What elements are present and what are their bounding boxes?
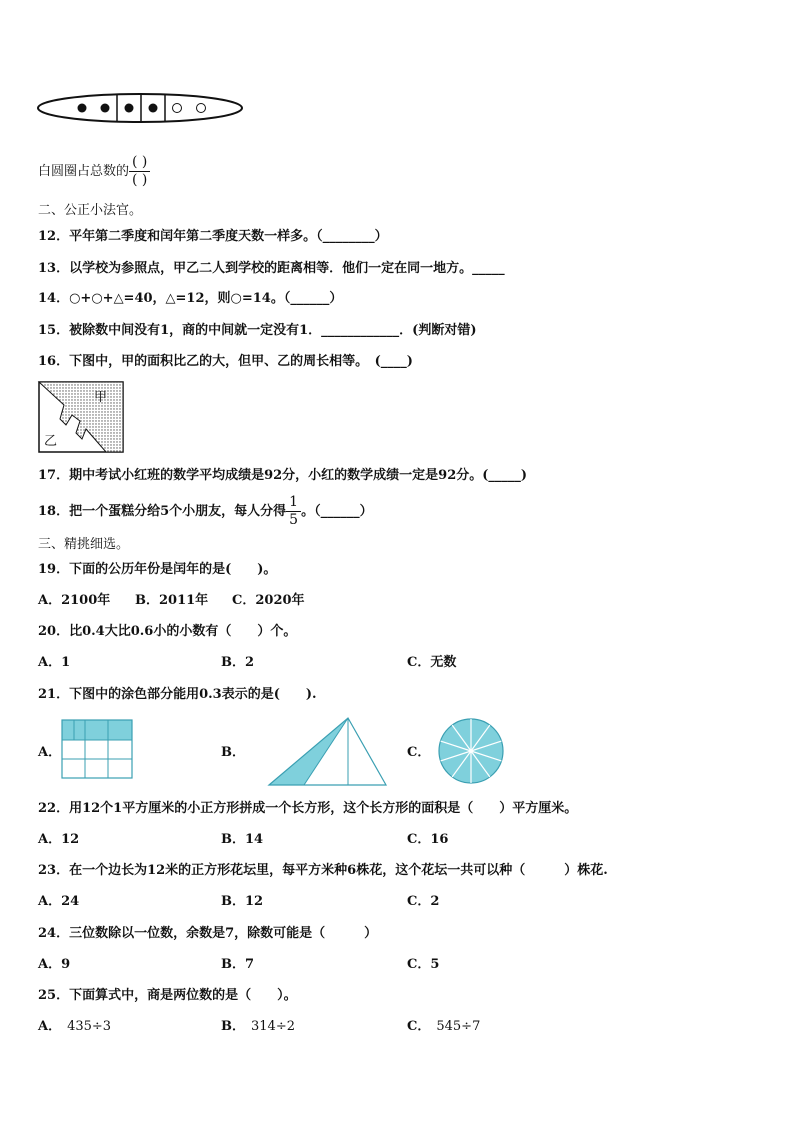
q25-b-label: B．	[221, 1019, 245, 1034]
q25-a-label: A．	[38, 1019, 62, 1034]
q25-option-a[interactable]	[38, 1018, 111, 1036]
q19-stem: 19．下面的公历年份是闰年的是( )。	[38, 562, 277, 577]
q11-frac-den: ( )	[132, 172, 148, 188]
q11-frac-num: ( )	[129, 154, 150, 172]
q21-circle-figure	[437, 717, 505, 785]
q25-c-expr: 545÷7	[436, 1019, 481, 1034]
section2-title: 二、公正小法官。	[38, 203, 143, 218]
q21-option-b[interactable]: B．	[221, 745, 245, 760]
q25-stem: 25．下面算式中，商是两位数的是（ ）。	[38, 988, 297, 1003]
q22-option-a[interactable]: A．12	[38, 832, 80, 847]
q20-option-b[interactable]: B．2	[221, 655, 255, 670]
q24-option-c[interactable]: C．5	[407, 957, 440, 972]
q16: 16．下图中，甲的面积比乙的大，但甲、乙的周长相等。 (____)	[38, 354, 413, 369]
q23-option-b[interactable]: B．12	[221, 894, 264, 909]
q19-option-c[interactable]: C．2020年	[232, 593, 305, 608]
q21-option-a[interactable]: A．	[38, 745, 62, 760]
q11-fraction	[129, 154, 150, 189]
q24-stem: 24．三位数除以一位数，余数是7，除数可能是（ ）	[38, 926, 378, 941]
q24-option-a[interactable]: A．9	[38, 957, 71, 972]
q18-fraction	[286, 494, 301, 529]
q18	[38, 494, 373, 529]
q22-stem: 22．用12个1平方厘米的小正方形拼成一个长方形，这个长方形的面积是（ ）平方厘米。	[38, 801, 578, 816]
q16-label-yi: 乙	[44, 434, 58, 449]
bead-oval-icon	[36, 91, 246, 125]
q14: 14．○+○+△=40，△=12，则○=14。（______）	[38, 291, 343, 306]
q24-option-b[interactable]: B．7	[221, 957, 255, 972]
q18-frac-den: 5	[289, 512, 299, 528]
q21-option-c[interactable]: C．	[407, 745, 431, 760]
q25-option-b[interactable]	[221, 1018, 295, 1036]
q21-grid-figure	[62, 720, 134, 780]
q18-pre: 18．把一个蛋糕分给5个小朋友，每人分得	[38, 504, 287, 519]
q18-frac-num: 1	[286, 494, 301, 512]
q20-stem: 20．比0.4大比0.6小的小数有（ ）个。	[38, 624, 297, 639]
q19-option-a[interactable]: A．2100年	[38, 593, 111, 608]
q20-option-c[interactable]: C．无数	[407, 655, 457, 670]
q25-c-label: C．	[407, 1019, 431, 1034]
q16-figure	[38, 381, 124, 453]
q19-option-b[interactable]: B．2011年	[135, 593, 209, 608]
q23-option-c[interactable]: C．2	[407, 894, 440, 909]
section3-title: 三、精挑细选。	[38, 537, 130, 552]
q11-text: 白圆圈占总数的	[38, 164, 130, 179]
q15: 15．被除数中间没有1，商的中间就一定没有1．____________．(判断对错)	[38, 323, 477, 338]
q21-triangle-figure	[268, 717, 388, 787]
q11-question	[38, 154, 150, 189]
q23-stem: 23．在一个边长为12米的正方形花坛里，每平方米种6株花，这个花坛一共可以种（ ）株花.	[38, 863, 608, 878]
q23-option-a[interactable]: A．24	[38, 894, 80, 909]
q20-option-a[interactable]: A．1	[38, 655, 71, 670]
q12: 12．平年第二季度和闰年第二季度天数一样多。（________）	[38, 229, 388, 244]
q25-a-expr: 435÷3	[67, 1019, 112, 1034]
q17: 17．期中考试小红班的数学平均成绩是92分，小红的数学成绩一定是92分。(_____)	[38, 468, 528, 483]
q22-option-c[interactable]: C．16	[407, 832, 449, 847]
q13: 13．以学校为参照点，甲乙二人到学校的距离相等．他们一定在同一地方。_____	[38, 261, 505, 276]
q25-option-c[interactable]	[407, 1018, 480, 1036]
q21-stem: 21．下图中的涂色部分能用0.3表示的是( ).	[38, 687, 317, 702]
q18-post: 。（______）	[301, 504, 373, 519]
q25-b-expr: 314÷2	[251, 1019, 295, 1034]
q22-option-b[interactable]: B．14	[221, 832, 264, 847]
q16-label-jia: 甲	[94, 390, 108, 405]
